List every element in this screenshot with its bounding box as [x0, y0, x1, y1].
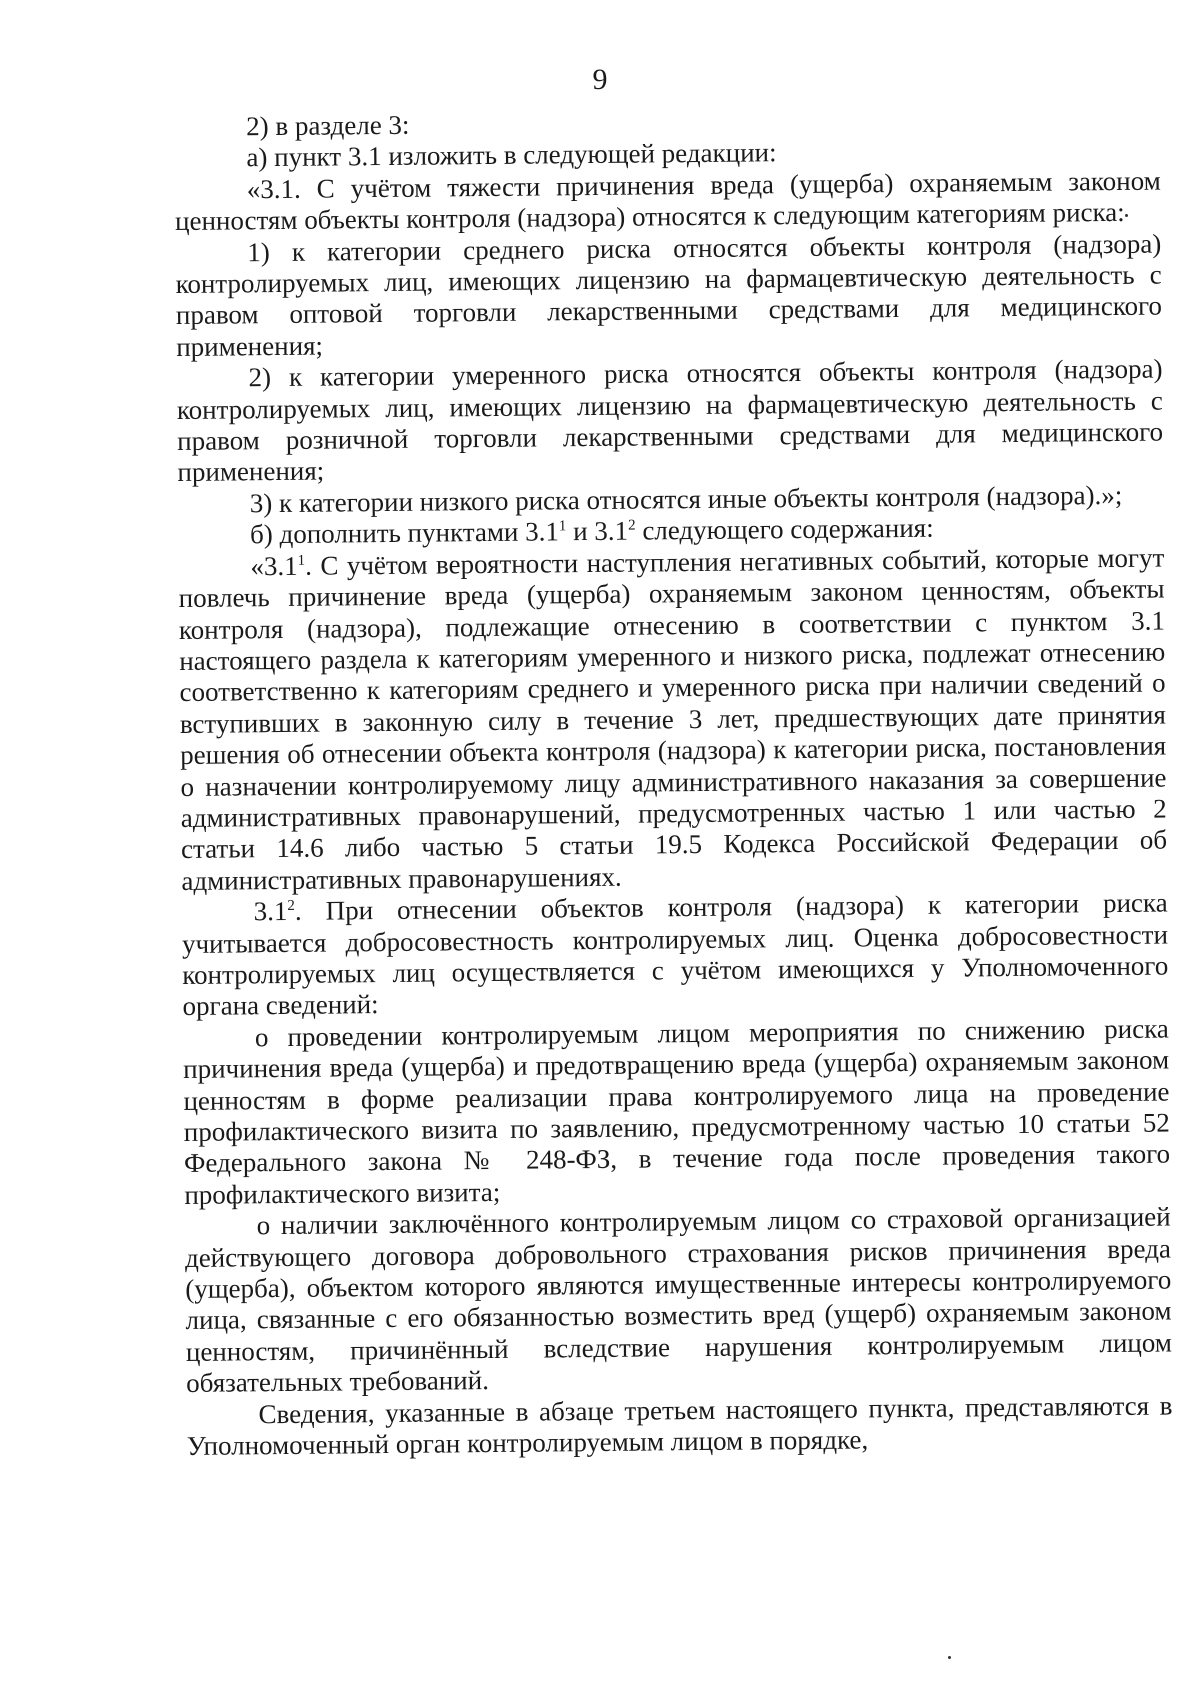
paragraph-item-b: б) дополнить пунктами $3.1^1$ и $3.1^2$ следующего содержания:	[249, 513, 934, 550]
paragraph-point-3-1-2: $3.1^2$. При отнесении объектов контроля (надзора) к категории риска учитывается добросовестность контролируемых лиц. Оценка добросовестности контролируемых лиц осуществляется с учётом имеющихся у Уполномоченного органа сведений:	[181, 887, 1169, 1022]
paragraph-information-submission: Сведения, указанные в абзаце третьем настоящего пункта, представляются в Уполномоченный орган контролируемым лицом в порядке,	[186, 1390, 1173, 1462]
paragraph-point-3-1: «3.1. С учётом тяжести причинения вреда (ущерба) охраняемым законом ценностям объекты контроля (надзора) относятся к следующим категориям риска:	[174, 165, 1161, 237]
scan-speck	[948, 1656, 951, 1659]
paragraph-medium-risk: 1) к категории среднего риска относятся объекты контроля (надзора) контролируемых лиц, имеющих лицензию на фармацевтическую деятельность с правом оптовой торговли лекарственными средствами для медицинского применения;	[175, 228, 1163, 362]
paragraph-insurance: о наличии заключённого контролируемым лицом со страховой организацией действующего договора добровольного страхования рисков причинения вреда (ущерба), объектом которого являются имущественные интересы контролируемого лица, связанные с его обязанностью возместить вред (ущерб) охраняемым законом ценностям, причинённый вследствие нарушения контролируемым лицом обязательных требований.	[184, 1201, 1173, 1399]
page-number: 9	[592, 63, 608, 96]
paragraph-preventive-visit: о проведении контролируемым лицом мероприятия по снижению риска причинения вреда (ущерба) и предотвращению вреда (ущерба) охраняемым законом ценностям в форме реализации права контролируемого лица на проведение профилактического визита по заявлению, предусмотренному частью 10 статьи 52 Федерального закона № 248-ФЗ, в течение года после проведения такого профилактического визита;	[183, 1013, 1171, 1210]
paragraph-item-a: а) пункт 3.1 изложить в следующей редакции:	[246, 137, 777, 173]
paragraph-point-3-1-1: «$3.1^1$. С учётом вероятности наступления негативных событий, которые могут повлечь причинение вреда (ущерба) охраняемым законом ценностям, объекты контроля (надзора), подлежащие отнесению в соответствии с пунктом 3.1 настоящего раздела к категориям умеренного и низкого риска, подлежат отнесению соответственно к категориям среднего и умеренного риска при наличии сведений о вступивших в законную силу в течение 3 лет, предшествующих дате принятия решения об отнесении объекта контроля (надзора) к категории риска, постановления о назначении контролируемому лицу административного наказания за совершение административных правонарушений, предусмотренных частью 1 или частью 2 статьи 14.6 либо частью 5 статьи 19.5 Кодекса Российской Федерации об административных правонарушениях.	[178, 542, 1168, 896]
scan-speck	[1125, 214, 1128, 217]
paragraph-low-risk: 3) к категории низкого риска относятся иные объекты контроля (надзора).»;	[249, 479, 1123, 519]
paragraph-moderate-risk: 2) к категории умеренного риска относятся объекты контроля (надзора) контролируемых лиц, имеющих лицензию на фармацевтическую деятельность с правом розничной торговли лекарственными средствами для медицинского применения;	[176, 353, 1164, 488]
document-body	[174, 103, 1173, 1463]
paragraph-section-3: 2) в разделе 3:	[245, 109, 410, 142]
